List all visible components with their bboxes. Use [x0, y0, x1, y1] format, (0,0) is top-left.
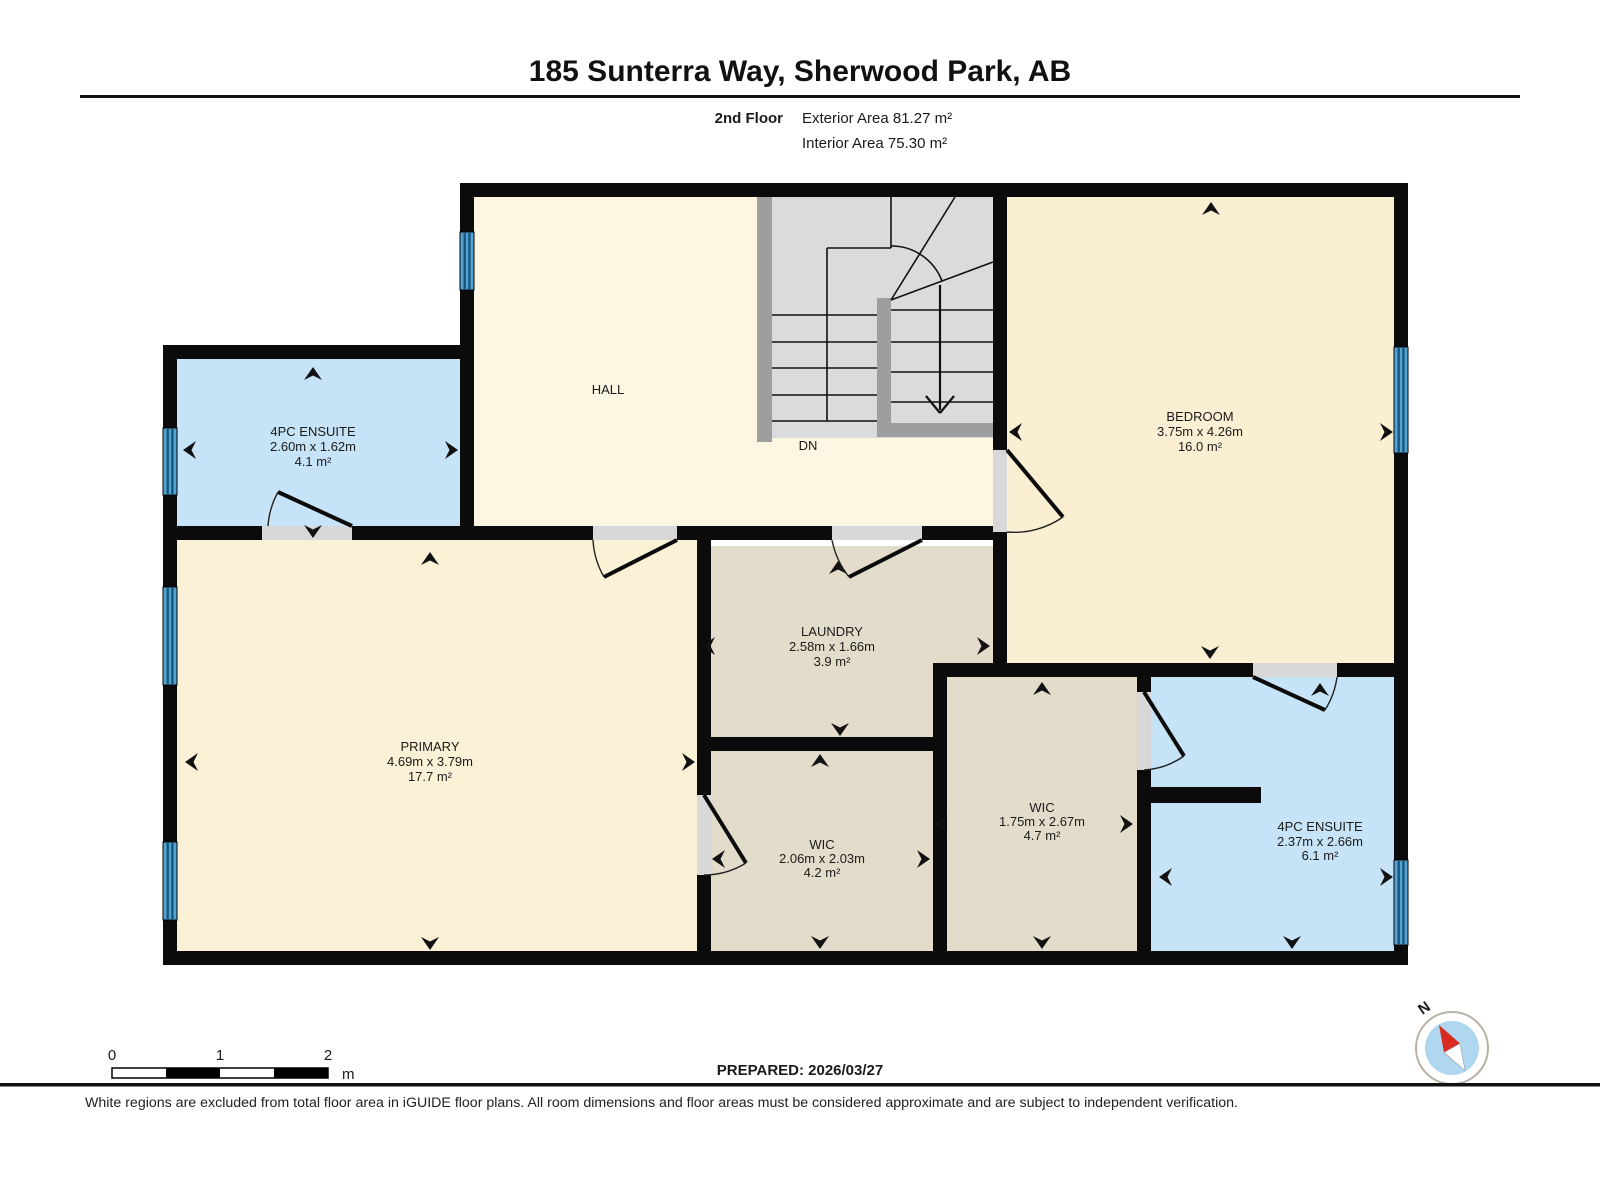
exterior-area-label: Exterior Area 81.27 m² [802, 110, 953, 127]
window-ensuite-br [1394, 860, 1408, 945]
stairs-center-railing [877, 298, 891, 437]
door-gap-laundry [832, 526, 922, 540]
stairs-left-railing [757, 197, 772, 442]
footer-divider [0, 1083, 1600, 1087]
room-area: 16.0 m² [1177, 439, 1223, 454]
room-name: WIC [809, 837, 835, 852]
window-ensuite-tl [163, 428, 177, 495]
label-stairs-dn [799, 438, 818, 453]
window-bedroom [1394, 347, 1408, 453]
window-hall [460, 232, 474, 290]
window-primary-lower [163, 842, 177, 920]
page-title: 185 Sunterra Way, Sherwood Park, AB [528, 55, 1072, 88]
room-area: 4.7 m² [1023, 828, 1061, 843]
scale-bar [108, 1047, 355, 1083]
compass-icon [1415, 998, 1488, 1084]
stairs-bottom-railing [877, 423, 993, 437]
footer [0, 1083, 1600, 1111]
stairs-dn-label: DN [798, 438, 818, 453]
room-name: 4PC ENSUITE [1277, 819, 1363, 834]
room-area: 17.7 m² [407, 769, 453, 784]
scale-bar-seg1 [166, 1068, 220, 1078]
room-area: 3.9 m² [813, 654, 851, 669]
room-dims: 3.75m x 4.26m [1157, 424, 1243, 439]
label-hall [592, 382, 625, 397]
room-dims: 1.75m x 2.67m [999, 814, 1085, 829]
prepared-date: PREPARED: 2026/03/27 [716, 1062, 884, 1079]
scale-tick-0: 0 [107, 1047, 117, 1064]
door-gap-ensuite-br [1253, 663, 1337, 677]
door-gap-wic-small [697, 795, 711, 875]
room-name: HALL [591, 382, 625, 397]
footer-disclaimer: White regions are excluded from total floor area in iGUIDE floor plans. All room dimensions and floor areas must be considered approximate and are subject to independent verification. [85, 1095, 1238, 1111]
room-name: BEDROOM [1166, 409, 1234, 424]
room-name: PRIMARY [400, 739, 460, 754]
room-name: 4PC ENSUITE [270, 424, 356, 439]
interior-area-label: Interior Area 75.30 m² [802, 135, 948, 152]
compass-n-label: N [1415, 998, 1434, 1019]
room-dims: 2.06m x 2.03m [779, 851, 865, 866]
scale-bar-seg2 [274, 1068, 328, 1078]
floor-label: 2nd Floor [714, 110, 783, 127]
room-area: 4.1 m² [294, 454, 332, 469]
header [80, 55, 1520, 152]
scale-tick-1: 1 [215, 1047, 225, 1064]
scale-unit: m [342, 1066, 355, 1083]
room-ensuite-bottom-right [1151, 677, 1394, 951]
door-gap-wic-ensuite [1137, 692, 1151, 770]
door-gap-primary [593, 526, 677, 540]
room-name: LAUNDRY [801, 624, 863, 639]
title-divider [80, 95, 1520, 98]
stairs [757, 197, 993, 442]
window-primary-upper [163, 587, 177, 685]
door-gap-bedroom [993, 450, 1007, 532]
room-area: 6.1 m² [1301, 848, 1339, 863]
room-name: WIC [1029, 800, 1055, 815]
room-area: 4.2 m² [803, 865, 841, 880]
room-dims: 2.60m x 1.62m [270, 439, 356, 454]
room-dims: 4.69m x 3.79m [387, 754, 473, 769]
room-dims: 2.37m x 2.66m [1277, 834, 1363, 849]
scale-tick-2: 2 [323, 1047, 333, 1064]
room-dims: 2.58m x 1.66m [789, 639, 875, 654]
